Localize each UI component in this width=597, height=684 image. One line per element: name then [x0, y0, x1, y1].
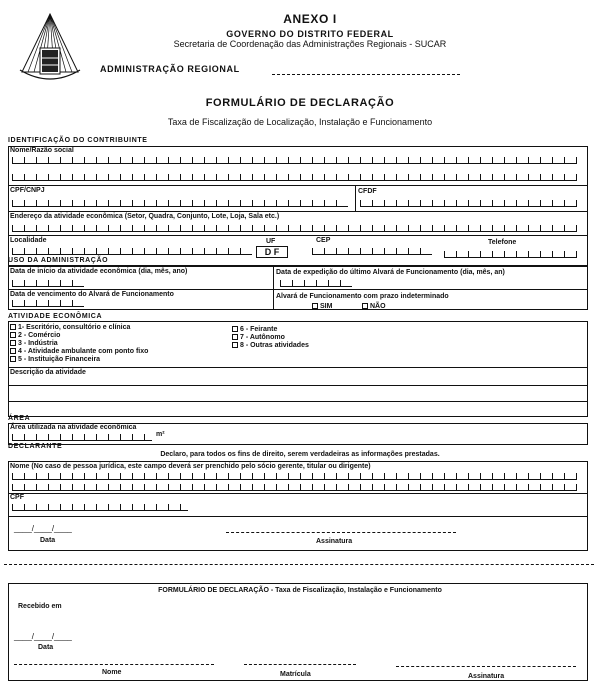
- declarante-cpf-label: CPF: [10, 494, 24, 501]
- declarante-assinatura-line[interactable]: [226, 532, 456, 533]
- prazo-sim[interactable]: SIM: [312, 303, 332, 311]
- declarante-nome-label: Nome (No caso de pessoa jurídica, este campo deverá ser prenchido pelo sócio gerente, titular ou dirigente): [10, 463, 371, 470]
- recibo-nome-label: Nome: [102, 669, 122, 676]
- admin-label: ADMINISTRAÇÃO REGIONAL: [100, 64, 240, 74]
- area-label: Área utilizada na atividade econômica: [10, 424, 137, 431]
- data-expedicao-label: Data de expedição do último Alvará de Funcionamento (dia, mês, an): [276, 269, 505, 276]
- cpf-cnpj-label: CPF/CNPJ: [10, 187, 45, 194]
- atividade-checkbox[interactable]: [232, 326, 238, 332]
- section-area: ÁREA: [8, 415, 31, 422]
- form-subtitle: Taxa de Fiscalização de Localização, Instalação e Funcionamento: [167, 117, 433, 127]
- cfdf-label: CFDF: [358, 188, 377, 195]
- declarante-text: Declaro, para todos os fins de direito, serem verdadeiras as informações prestadas.: [160, 451, 440, 458]
- atividade-checkbox[interactable]: [10, 340, 16, 346]
- recibo-title: FORMULÁRIO DE DECLARAÇÃO - Taxa de Fiscalização, Instalação e Funcionamento: [158, 587, 442, 594]
- atividade-item[interactable]: 8 - Outras atividades: [232, 342, 309, 350]
- atividade-checkbox[interactable]: [10, 348, 16, 354]
- atividade-item[interactable]: 7 - Autônomo: [232, 334, 309, 342]
- nao-checkbox[interactable]: [362, 303, 368, 309]
- atividade-item[interactable]: 1- Escritório, consultório e clínica: [10, 324, 148, 332]
- atividade-item[interactable]: 2 - Comércio: [10, 332, 148, 340]
- atividade-item[interactable]: 5 - Instituição Financeira: [10, 356, 148, 364]
- recibo-data-label: Data: [38, 644, 54, 651]
- declarante-nome-field-2[interactable]: [12, 484, 577, 491]
- data-inicio-field[interactable]: [12, 280, 84, 287]
- data-vencimento-label: Data de vencimento do Alvará de Funcionamento: [10, 291, 174, 298]
- atividade-checkbox[interactable]: [232, 342, 238, 348]
- annex-title: ANEXO I: [283, 12, 337, 26]
- atividade-item[interactable]: 3 - Indústria: [10, 340, 148, 348]
- recibo-data-field[interactable]: ____/____/____: [14, 632, 72, 641]
- atividade-item[interactable]: 4 - Atividade ambulante com ponto fixo: [10, 348, 148, 356]
- descricao-line-2[interactable]: [8, 401, 588, 402]
- data-inicio-label: Data de início da atividade econômica (dia, mês, ano): [10, 268, 188, 275]
- area-field[interactable]: [12, 434, 152, 441]
- atividade-checkbox[interactable]: [10, 356, 16, 362]
- declarante-data-label: Data: [40, 537, 56, 544]
- telefone-field[interactable]: [444, 251, 577, 258]
- recibo-assinatura-label: Assinatura: [468, 673, 505, 680]
- recibo-matricula-label: Matrícula: [280, 671, 311, 678]
- section-contribuinte: IDENTIFICAÇÃO DO CONTRIBUINTE: [8, 137, 148, 144]
- nome-field-2[interactable]: [12, 174, 577, 181]
- data-vencimento-field[interactable]: [12, 300, 84, 307]
- atividade-list-right: [232, 326, 309, 350]
- recibo-assinatura-line[interactable]: [396, 666, 576, 667]
- uf-label: UF: [266, 238, 276, 245]
- admin-input-line[interactable]: [272, 74, 460, 75]
- recibo-nome-line[interactable]: [14, 664, 214, 665]
- declarante-cpf-field[interactable]: [12, 504, 188, 511]
- section-declarante: DECLARANTE: [8, 443, 63, 450]
- atividade-checkbox[interactable]: [232, 334, 238, 340]
- cfdf-field[interactable]: [360, 200, 577, 207]
- uf-field: D F: [256, 246, 288, 258]
- localidade-label: Localidade: [10, 237, 47, 244]
- secretaria-text: Secretaria de Coordenação das Administrações Regionais - SUCAR: [173, 39, 447, 49]
- form-title: FORMULÁRIO DE DECLARAÇÃO: [205, 97, 395, 109]
- section-administracao: USO DA ADMINISTRAÇÃO: [8, 257, 109, 264]
- cut-line: [4, 564, 594, 565]
- telefone-label: Telefone: [488, 239, 517, 246]
- nome-field-1[interactable]: [12, 157, 577, 164]
- atividade-item[interactable]: 6 - Feirante: [232, 326, 309, 334]
- brasilia-emblem-icon: [18, 12, 82, 88]
- cpf-cnpj-field[interactable]: [12, 200, 348, 207]
- prazo-nao[interactable]: NÃO: [362, 303, 386, 311]
- endereco-field[interactable]: [12, 225, 577, 232]
- prazo-label: Alvará de Funcionamento com prazo indeterminado: [276, 293, 449, 300]
- atividade-checkbox[interactable]: [10, 332, 16, 338]
- nome-label: Nome/Razão social: [10, 147, 74, 154]
- cep-field[interactable]: [312, 248, 432, 255]
- declarante-data-field[interactable]: ____/____/____: [14, 524, 72, 533]
- declarante-assinatura-label: Assinatura: [316, 538, 353, 545]
- section-atividade: ATIVIDADE ECONÔMICA: [8, 313, 103, 320]
- descricao-line-1[interactable]: [8, 385, 588, 386]
- declarante-nome-field-1[interactable]: [12, 473, 577, 480]
- gov-title: GOVERNO DO DISTRITO FEDERAL: [226, 29, 394, 39]
- recebido-label: Recebido em: [18, 603, 62, 610]
- localidade-field[interactable]: [12, 248, 252, 255]
- atividade-list-left: [10, 324, 148, 364]
- sim-checkbox[interactable]: [312, 303, 318, 309]
- atividade-checkbox[interactable]: [10, 324, 16, 330]
- cep-label: CEP: [316, 237, 331, 244]
- recibo-matricula-line[interactable]: [244, 664, 356, 665]
- area-unit: m²: [156, 431, 165, 438]
- descricao-label: Descrição da atividade: [10, 369, 86, 376]
- endereco-label: Endereço da atividade econômica (Setor, Quadra, Conjunto, Lote, Loja, Sala etc.): [10, 213, 280, 220]
- data-expedicao-field[interactable]: [280, 280, 352, 287]
